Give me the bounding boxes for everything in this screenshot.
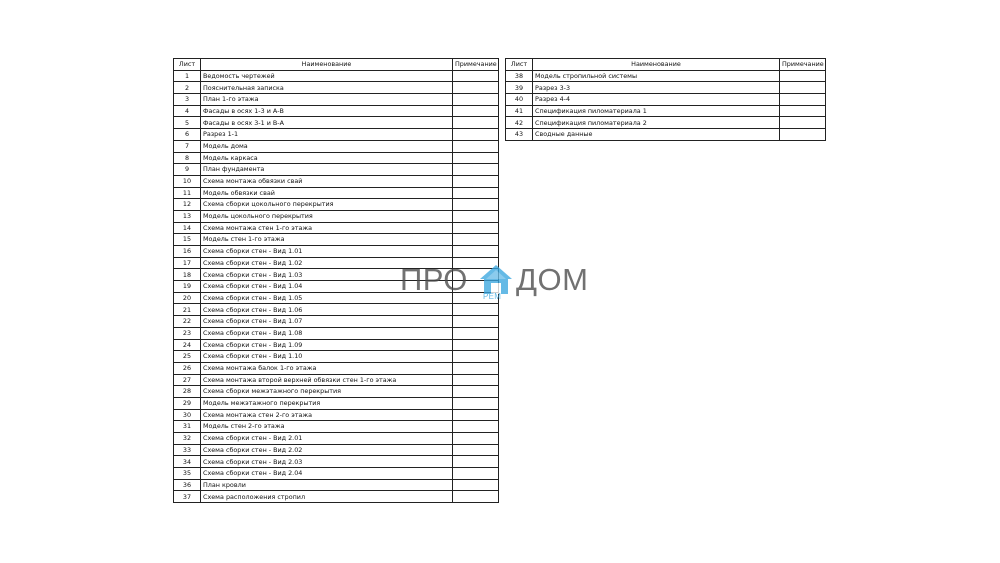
sheet-name-cell: План фундамента [201,164,453,176]
sheet-number-cell: 30 [174,409,201,421]
header-sheet: Лист [174,59,201,71]
table-row [174,234,499,246]
table-row [174,386,499,398]
sheet-name-cell: Схема монтажа балок 1-го этажа [201,362,453,374]
sheet-name-cell: Модель дома [201,140,453,152]
table-row [174,94,499,106]
table-body-right [506,70,826,140]
sheet-number-cell: 11 [174,187,201,199]
sheet-note-cell [453,491,499,503]
sheet-name-cell: Схема сборки стен - Вид 1.06 [201,304,453,316]
table-row [506,105,826,117]
sheet-name-cell: Схема сборки стен - Вид 2.02 [201,444,453,456]
sheet-note-cell [453,339,499,351]
sheet-name-cell: Схема сборки межэтажного перекрытия [201,386,453,398]
table-header-row [174,59,499,71]
table-row [174,164,499,176]
header-name: Наименование [533,59,780,71]
table-row [506,70,826,82]
drawings-list-table-right [505,58,826,141]
sheet-number-cell: 13 [174,210,201,222]
sheet-note-cell [453,105,499,117]
table-row [174,421,499,433]
sheet-name-cell: Модель цокольного перекрытия [201,210,453,222]
sheet-number-cell: 10 [174,175,201,187]
sheet-number-cell: 38 [506,70,533,82]
sheet-number-cell: 16 [174,246,201,258]
sheet-name-cell: Схема монтажа обвязки свай [201,175,453,187]
sheet-number-cell: 34 [174,456,201,468]
sheet-name-cell: Схема сборки стен - Вид 1.01 [201,246,453,258]
sheet-name-cell: Схема сборки стен - Вид 1.08 [201,327,453,339]
table-row [174,374,499,386]
table-row [174,456,499,468]
sheet-number-cell: 2 [174,82,201,94]
sheet-number-cell: 8 [174,152,201,164]
sheet-number-cell: 20 [174,292,201,304]
table-row [174,222,499,234]
sheet-note-cell [780,94,826,106]
table-header-row [506,59,826,71]
sheet-note-cell [453,362,499,374]
header-sheet: Лист [506,59,533,71]
sheet-note-cell [780,105,826,117]
watermark-subtext: РЕМ [483,292,502,301]
header-name: Наименование [201,59,453,71]
sheet-note-cell [453,316,499,328]
table-row [506,94,826,106]
table-row [174,468,499,480]
sheet-note-cell [780,70,826,82]
sheet-number-cell: 17 [174,257,201,269]
sheet-name-cell: Схема сборки стен - Вид 2.04 [201,468,453,480]
table-row [174,316,499,328]
table-row [174,129,499,141]
sheet-name-cell: Схема сборки стен - Вид 1.02 [201,257,453,269]
table-row [174,199,499,211]
sheet-name-cell: Разрез 1-1 [201,129,453,141]
header-note: Примечание [780,59,826,71]
sheet-name-cell: Ведомость чертежей [201,70,453,82]
sheet-note-cell [453,187,499,199]
sheet-name-cell: Спецификация пиломатериала 1 [533,105,780,117]
sheet-name-cell: Модель обвязки свай [201,187,453,199]
sheet-number-cell: 3 [174,94,201,106]
sheet-name-cell: Модель стен 1-го этажа [201,234,453,246]
sheet-name-cell: Схема расположения стропил [201,491,453,503]
sheet-note-cell [453,468,499,480]
sheet-note-cell [453,152,499,164]
table-row [174,117,499,129]
sheet-note-cell [453,246,499,258]
sheet-number-cell: 37 [174,491,201,503]
sheet-note-cell [453,234,499,246]
sheet-note-cell [453,386,499,398]
sheet-note-cell [453,70,499,82]
sheet-name-cell: Разрез 3-3 [533,82,780,94]
sheet-number-cell: 26 [174,362,201,374]
sheet-note-cell [453,397,499,409]
sheet-number-cell: 6 [174,129,201,141]
sheet-number-cell: 25 [174,351,201,363]
sheet-number-cell: 40 [506,94,533,106]
sheet-name-cell: Модель межэтажного перекрытия [201,397,453,409]
sheet-note-cell [453,479,499,491]
watermark-text-left: ПРО [400,262,468,297]
sheet-name-cell: Схема сборки стен - Вид 1.05 [201,292,453,304]
sheet-note-cell [453,164,499,176]
sheet-note-cell [453,351,499,363]
sheet-note-cell [453,444,499,456]
sheet-name-cell: Модель стен 2-го этажа [201,421,453,433]
sheet-name-cell: Модель стропильной системы [533,70,780,82]
table-row [174,479,499,491]
sheet-note-cell [453,374,499,386]
sheet-number-cell: 31 [174,421,201,433]
sheet-number-cell: 5 [174,117,201,129]
sheet-note-cell [453,117,499,129]
sheet-name-cell: Схема сборки цокольного перекрытия [201,199,453,211]
sheet-note-cell [453,421,499,433]
table-row [174,397,499,409]
sheet-name-cell: Модель каркаса [201,152,453,164]
sheet-name-cell: Схема сборки стен - Вид 2.03 [201,456,453,468]
sheet-name-cell: Схема сборки стен - Вид 1.09 [201,339,453,351]
sheet-name-cell: Пояснительная записка [201,82,453,94]
table-row [506,82,826,94]
watermark-logo [400,262,600,307]
sheet-name-cell: Спецификация пиломатериала 2 [533,117,780,129]
sheet-note-cell [453,222,499,234]
sheet-name-cell: Схема монтажа стен 2-го этажа [201,409,453,421]
sheet-name-cell: Схема сборки стен - Вид 1.04 [201,281,453,293]
table-row [174,409,499,421]
table-row [506,117,826,129]
sheet-number-cell: 15 [174,234,201,246]
sheet-number-cell: 12 [174,199,201,211]
sheet-number-cell: 9 [174,164,201,176]
sheet-number-cell: 21 [174,304,201,316]
sheet-note-cell [453,199,499,211]
sheet-number-cell: 19 [174,281,201,293]
table-row [174,152,499,164]
table-row [174,175,499,187]
sheet-name-cell: Схема сборки стен - Вид 1.07 [201,316,453,328]
sheet-name-cell: Фасады в осях 1-3 и А-В [201,105,453,117]
sheet-name-cell: Сводные данные [533,129,780,141]
sheet-note-cell [780,129,826,141]
sheet-note-cell [453,94,499,106]
sheet-note-cell [453,129,499,141]
table-row [506,129,826,141]
sheet-note-cell [453,82,499,94]
sheet-name-cell: Схема монтажа второй верхней обвязки стен 1-го этажа [201,374,453,386]
sheet-note-cell [453,433,499,445]
sheet-note-cell [453,456,499,468]
sheet-name-cell: Схема сборки стен - Вид 1.03 [201,269,453,281]
sheet-number-cell: 23 [174,327,201,339]
table-row [174,105,499,117]
sheet-number-cell: 27 [174,374,201,386]
table-row [174,362,499,374]
sheet-name-cell: Разрез 4-4 [533,94,780,106]
sheet-number-cell: 36 [174,479,201,491]
header-note: Примечание [453,59,499,71]
sheet-name-cell: Фасады в осях 3-1 и В-А [201,117,453,129]
watermark-text-right: ДОМ [516,262,589,297]
sheet-number-cell: 32 [174,433,201,445]
sheet-note-cell [780,82,826,94]
table-row [174,351,499,363]
sheet-number-cell: 29 [174,397,201,409]
sheet-number-cell: 22 [174,316,201,328]
sheet-number-cell: 41 [506,105,533,117]
table-row [174,187,499,199]
sheet-number-cell: 42 [506,117,533,129]
table-row [174,327,499,339]
sheet-number-cell: 4 [174,105,201,117]
sheet-note-cell [780,117,826,129]
table-row [174,491,499,503]
sheet-name-cell: План кровли [201,479,453,491]
sheet-number-cell: 33 [174,444,201,456]
sheet-number-cell: 7 [174,140,201,152]
sheet-number-cell: 1 [174,70,201,82]
sheet-note-cell [453,175,499,187]
table-row [174,210,499,222]
table-row [174,70,499,82]
sheet-note-cell [453,409,499,421]
sheet-name-cell: Схема монтажа стен 1-го этажа [201,222,453,234]
sheet-name-cell: Схема сборки стен - Вид 1.10 [201,351,453,363]
sheet-number-cell: 18 [174,269,201,281]
sheet-note-cell [453,210,499,222]
sheet-name-cell: План 1-го этажа [201,94,453,106]
sheet-number-cell: 39 [506,82,533,94]
table-row [174,82,499,94]
table-row [174,140,499,152]
sheet-number-cell: 35 [174,468,201,480]
sheet-name-cell: Схема сборки стен - Вид 2.01 [201,433,453,445]
table-row [174,444,499,456]
sheet-note-cell [453,140,499,152]
table-row [174,339,499,351]
sheet-number-cell: 43 [506,129,533,141]
sheet-number-cell: 28 [174,386,201,398]
sheet-number-cell: 14 [174,222,201,234]
sheet-note-cell [453,327,499,339]
table-row [174,246,499,258]
table-row [174,433,499,445]
sheet-number-cell: 24 [174,339,201,351]
